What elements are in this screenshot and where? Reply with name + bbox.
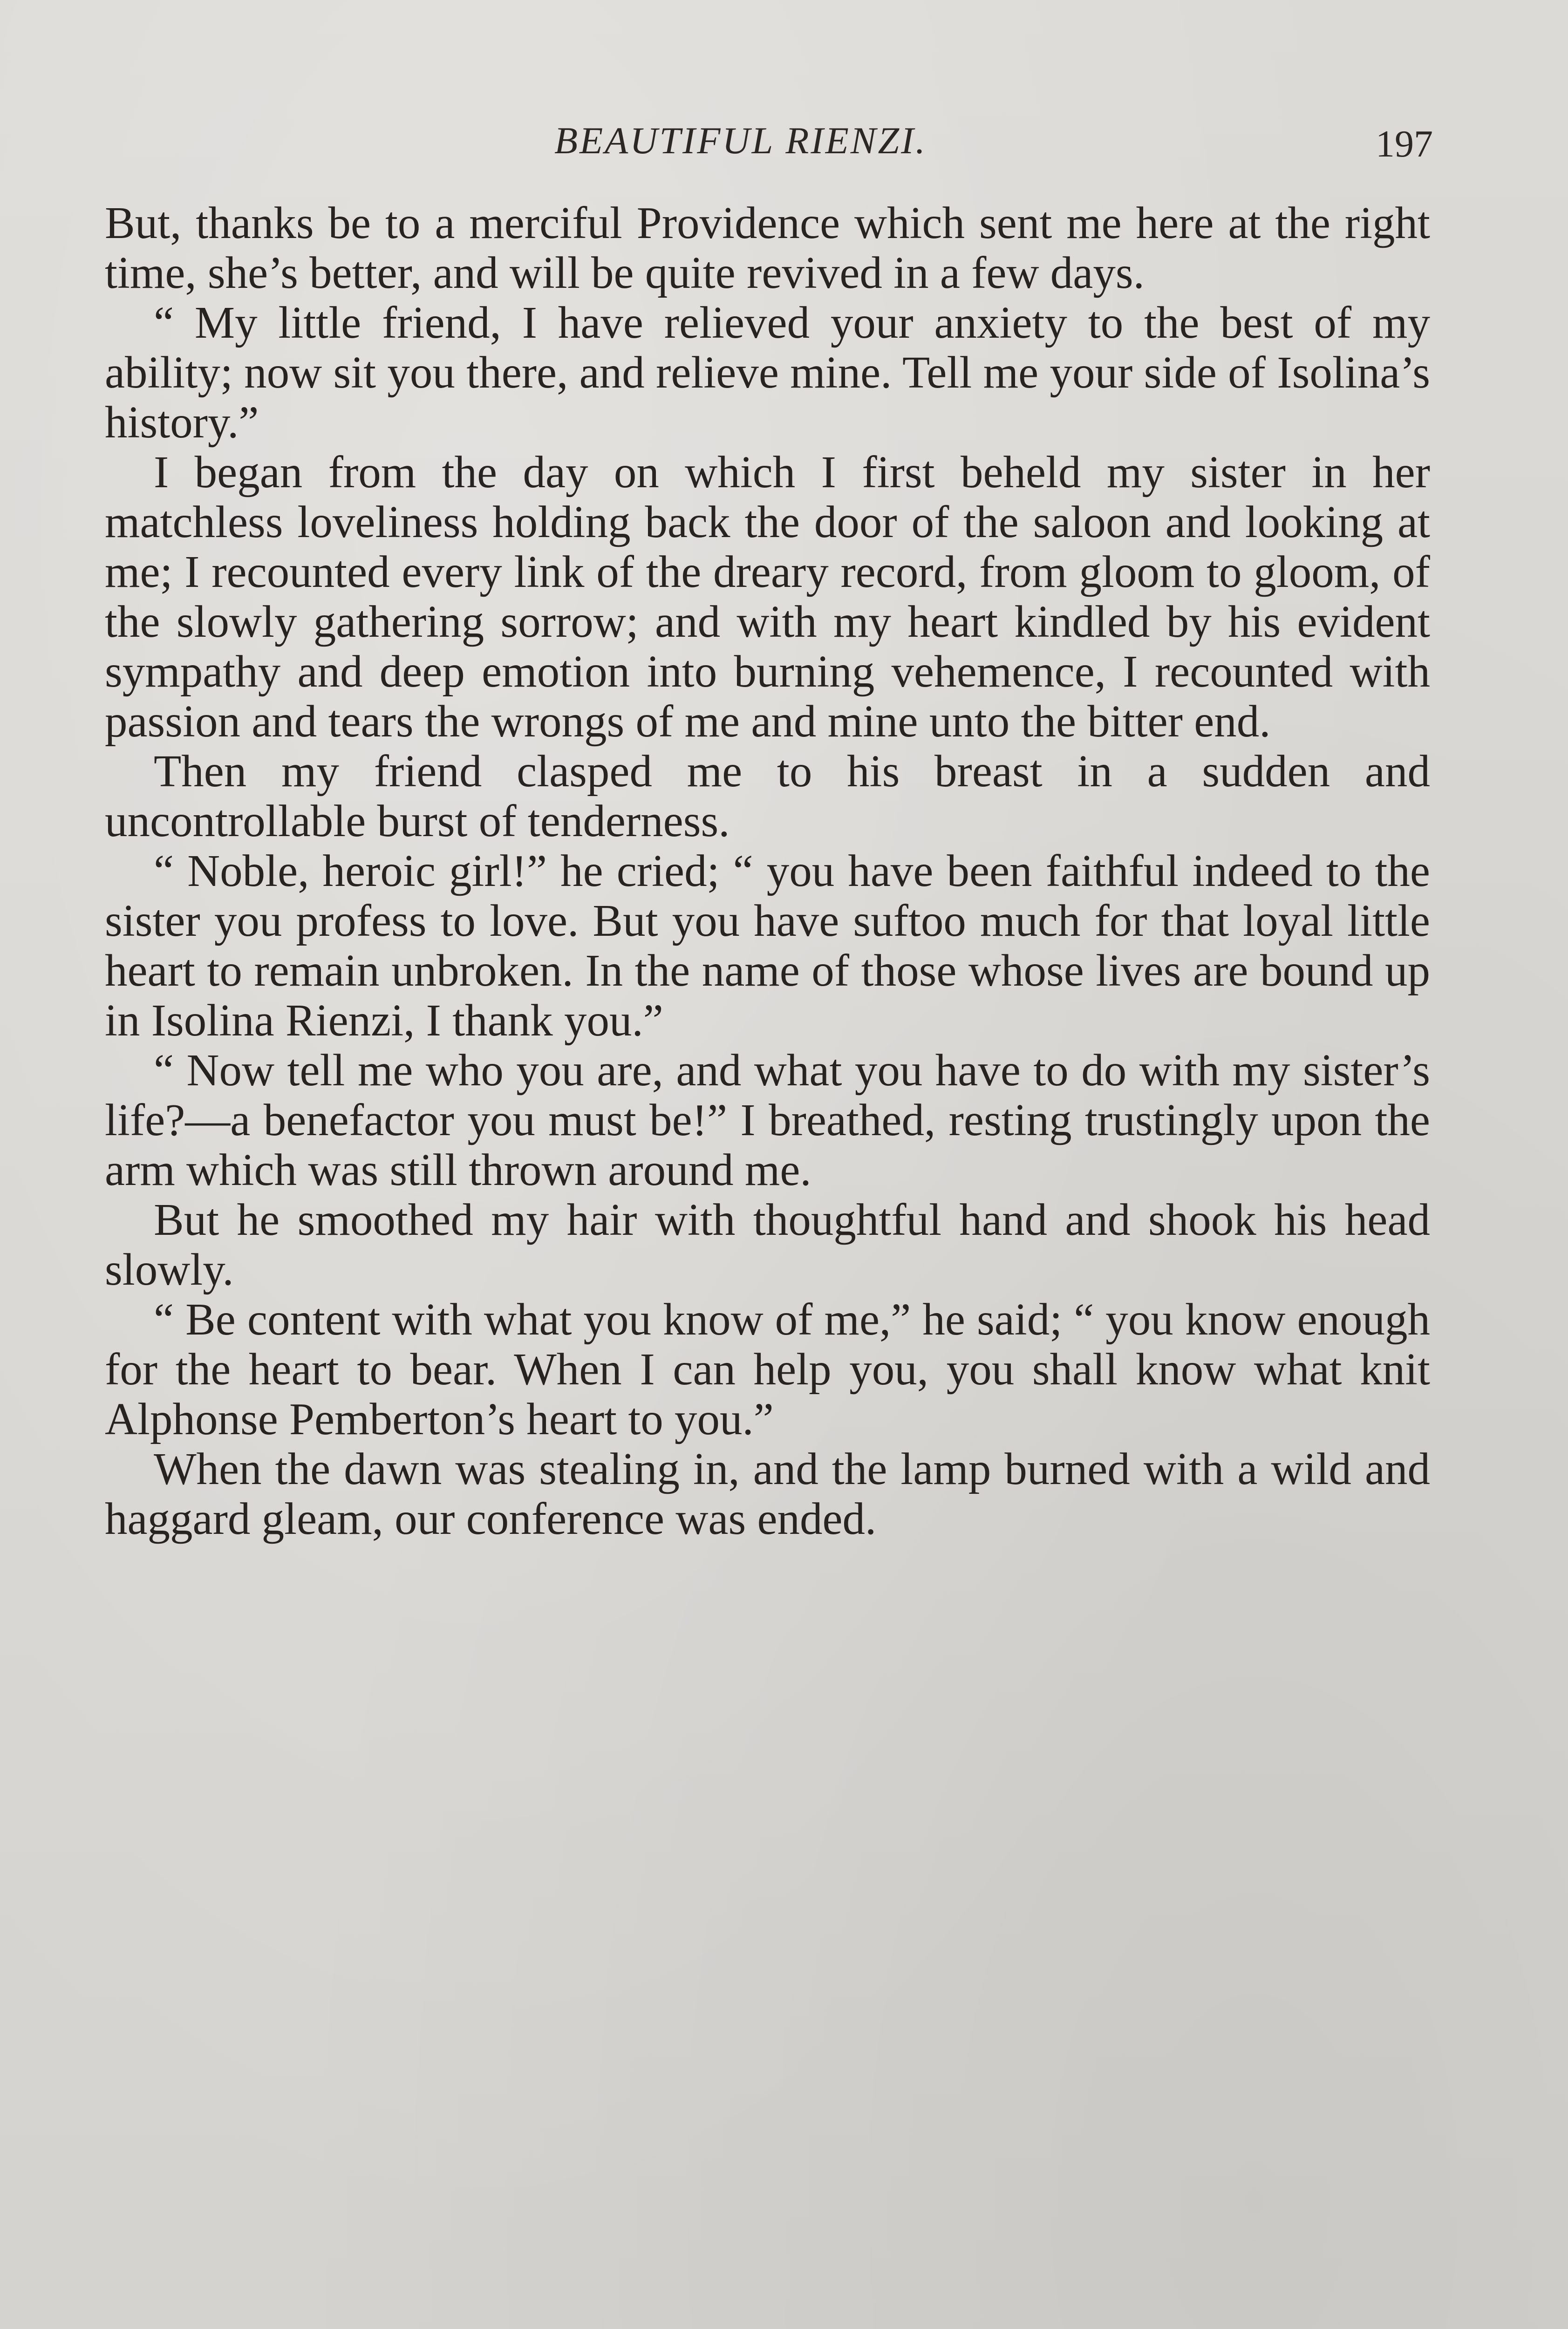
paragraph-8: “ Be content with what you know of me,” he said; “ you know enough for the heart to bear. When I can help you, you shall know what knit Alphonse Pemberton’s heart to you.” (105, 1294, 1430, 1444)
paragraph-1: But, thanks be to a merciful Providence which sent me here at the right time, she’s better, and will be quite revived in a few days. (105, 198, 1430, 298)
paragraph-6: “ Now tell me who you are, and what you have to do with my sister’s life?—a benefactor you must be!” I breathed, resting trustingly upon the arm which was still thrown around me. (105, 1045, 1430, 1195)
paragraph-4: Then my friend clasped me to his breast in a sudden and uncontrollable burst of tenderness. (105, 746, 1430, 846)
paragraph-5: “ Noble, heroic girl!” he cried; “ you have been faithful indeed to the sister you profess to love. But you have suftoo much for that loyal little heart to remain unbroken. In the name of those whose lives are bound up in Isolina Rienzi, I thank you.” (105, 846, 1430, 1045)
paragraph-9: When the dawn was stealing in, and the lamp burned with a wild and haggard gleam, our conference was ended. (105, 1444, 1430, 1544)
page-number: 197 (1376, 123, 1433, 165)
body-text (105, 198, 1430, 1544)
paragraph-3: I began from the day on which I first beheld my sister in her matchless loveliness holding back the door of the saloon and looking at me; I recounted every link of the dreary record, from gloom to gloom, of the slowly gathering sorrow; and with my heart kindled by his evident sympathy and deep emotion into burning vehemence, I recounted with passion and tears the wrongs of me and mine unto the bitter end. (105, 447, 1430, 746)
paragraph-7: But he smoothed my hair with thoughtful hand and shook his head slowly. (105, 1195, 1430, 1294)
paragraph-2: “ My little friend, I have relieved your anxiety to the best of my ability; now sit you there, and relieve mine. Tell me your side of Isolina’s history.” (105, 298, 1430, 447)
running-head: BEAUTIFUL RIENZI. (554, 119, 927, 162)
